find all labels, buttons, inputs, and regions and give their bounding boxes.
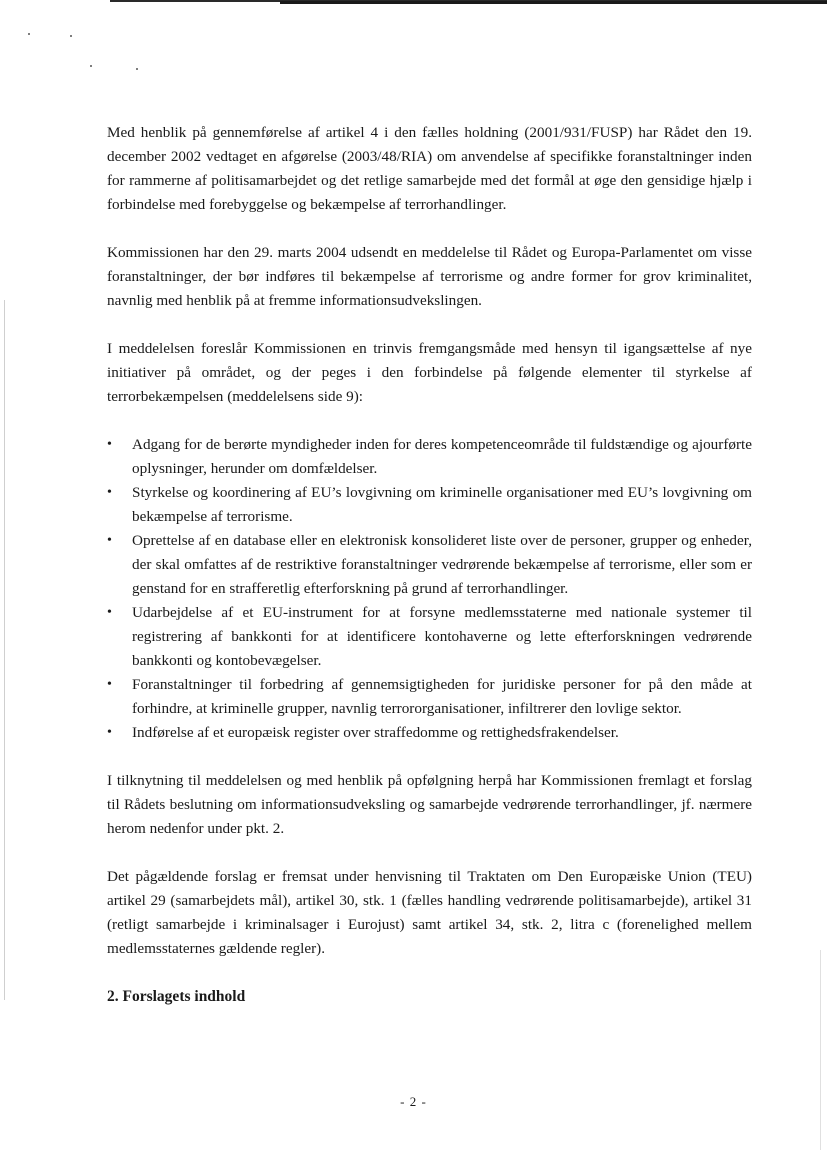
list-item	[107, 433, 752, 481]
list-item-text: Oprettelse af en database eller en elektronisk konsolideret liste over de personer, grupper og enheder, der skal omfattes af de restriktive foranstaltninger vedrørende bekæmpelse af terrorisme, eller som er genstand for en strafferetlig efterforskning på grund af terrorhandlinger.	[132, 532, 752, 597]
section-heading: 2. Forslagets indhold	[107, 988, 246, 1005]
paragraph-after-2: Det pågældende forslag er fremsat under henvisning til Traktaten om Den Europæiske Union (TEU) artikel 29 (samarbejdets mål), artikel 30, stk. 1 (fælles handling vedrørende politisamarbejde), artikel 31 (retligt samarbejde i kriminalsager i Eurojust) samt artikel 34, stk. 2, litra c (forenelighed mellem medlemsstaternes gældende regler).	[107, 868, 752, 957]
bullet-icon: •	[107, 485, 112, 500]
paragraph-intro-2: Kommissionen har den 29. marts 2004 udsendt en meddelelse til Rådet og Europa-Parlamentet om visse foranstaltninger, der bør indføres til bekæmpelse af terrorisme og andre former for grov kriminalitet, navnlig med henblik på at fremme informationsudvekslingen.	[107, 244, 752, 309]
list-item-text: Udarbejdelse af et EU-instrument for at forsyne medlemsstaterne med nationale systemer til registrering af bankkonti for at identificere kontohaverne og lette efterforskningen vedrørende bankkonti og kontobevægelser.	[132, 604, 752, 669]
initiatives-list	[107, 433, 752, 745]
scan-edge-left	[4, 300, 5, 1000]
paragraph-intro-3: I meddelelsen foreslår Kommissionen en trinvis fremgangsmåde med hensyn til igangsættelse af nye initiativer på området, og der peges i den forbindelse på følgende elementer til styrkelse af terrorbekæmpelsen (meddelelsens side 9):	[107, 340, 752, 405]
list-item	[107, 601, 752, 673]
list-item-text: Indførelse af et europæisk register over straffedomme og rettighedsfrakendelser.	[132, 724, 619, 741]
list-item	[107, 721, 752, 745]
list-item	[107, 529, 752, 601]
page-number: - 2 -	[400, 1094, 427, 1109]
paragraph-intro-1: Med henblik på gennemførelse af artikel 4 i den fælles holdning (2001/931/FUSP) har Rådet den 19. december 2002 vedtaget en afgørelse (2003/48/RIA) om anvendelse af specifikke foranstaltninger inden for rammerne af politisamarbejdet og det retlige samarbejde med det formål at øge den gensidige hjælp i forbindelse med forebyggelse og bekæmpelse af terrorhandlinger.	[107, 124, 752, 213]
bullet-icon: •	[107, 725, 112, 740]
bullet-icon: •	[107, 605, 112, 620]
list-item-text: Styrkelse og koordinering af EU’s lovgivning om kriminelle organisationer med EU’s lovgivning om bekæmpelse af terrorisme.	[132, 484, 752, 525]
paragraph-after-1: I tilknytning til meddelelsen og med henblik på opfølgning herpå har Kommissionen fremlagt et forslag til Rådets beslutning om informationsudveksling og samarbejde vedrørende terrorhandlinger, jf. nærmere herom nedenfor under pkt. 2.	[107, 772, 752, 837]
bullet-icon: •	[107, 533, 112, 548]
document-body	[107, 121, 752, 1009]
scan-edge-right	[820, 950, 821, 1150]
top-border-line-thick	[280, 1, 827, 4]
bullet-icon: •	[107, 677, 112, 692]
list-item-text: Adgang for de berørte myndigheder inden for deres kompetenceområde til fuldstændige og ajourførte oplysninger, herunder om domfældelser.	[132, 436, 752, 477]
list-item	[107, 673, 752, 721]
list-item	[107, 481, 752, 529]
bullet-icon: •	[107, 437, 112, 452]
list-item-text: Foranstaltninger til forbedring af gennemsigtigheden for juridiske personer for på den måde at forhindre, at kriminelle grupper, navnlig terrororganisationer, infiltrerer den lovlige sektor.	[132, 676, 752, 717]
